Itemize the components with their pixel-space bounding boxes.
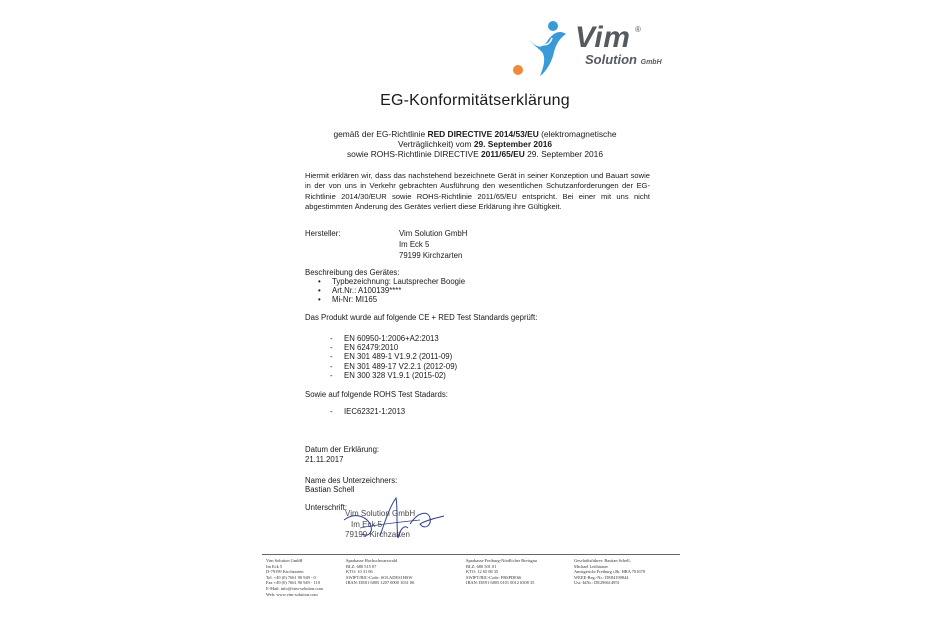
footer-company-contact: Vim Solution GmbH Im Eck 5 D-79199 Kirchzarten Tel. +49 (0) 7661 90 949 - 0 Fax +49 (0) 7661 90 949 - 110 E-Mail: info@vim-solution.com Web: www.vim-solution.com (266, 558, 323, 597)
list-item: - EN 60950-1:2006+A2:2013 (330, 334, 439, 343)
date-label: Datum der Erklärung: (305, 445, 380, 454)
footer-legal: Geschäftsführer: Bastian Schell, Michael Leithäuser Amtsgericht Freiburg i.Br. HRA 701678 WEEE-Reg.-Nr.: DE84190844 Ust.-IdNr.: DE296614951 (574, 558, 645, 586)
declaration-paragraph: Hiermit erklären wir, dass das nachstehend bezeichnete Gerät in seiner Konzeption und Bauart sowie in der von uns in Verkehr gebrachten Ausführung den wesentlichen Schutzanforderungen der EG-Richtlinie 2014/30/EUR sowie ROHS-Richtlinie 2011/65/EU entspricht. Bei einer mit uns nicht abgestimmten Änderung des Gerätes verliert diese Erklärung ihre Gültigkeit. (305, 171, 650, 212)
logo-subline: Solution GmbH (585, 52, 662, 67)
company-stamp: Vim Solution GmbH Im Eck 5 79199 Kirchzarten (345, 509, 416, 539)
intro-line-2: Verträglichkeit) vom 29. September 2016 (397, 139, 553, 149)
signature-label: Unterschrift: (305, 503, 348, 512)
dash-icon: - (330, 361, 333, 371)
device-heading: Beschreibung des Gerätes: (305, 268, 400, 277)
footer-bank-2: Sparkasse Freiburg-Nördlicher Breisgau BLZ: 680 501 01 KTO: 12 65 08 35 SWIFT/BIC-Code: FRSPDE66 IBAN: DE91 6805 0101 0012 6508 35 (466, 558, 537, 586)
dash-icon: - (330, 334, 333, 343)
footer-bank-1: Sparkasse Hochschwarzwald BLZ: 680 515 07 KTO: 10 31 06 SWIFT/BIC-Code: SOLADES1HSW IBAN: DE01 6805 1207 0000 1031 06 (346, 558, 415, 586)
list-item: - EN 300 328 V1.9.1 (2015-02) (330, 370, 446, 380)
intro-line-1: gemäß der EG-Richtlinie RED DIRECTIVE 2014/53/EU (elektromagnetische (333, 129, 617, 139)
list-item: - EN 301 489-1 V1.9.2 (2011-09) (330, 352, 453, 362)
device-list (318, 277, 465, 305)
manufacturer-label: Hersteller: (305, 229, 341, 238)
manufacturer-name: Vim Solution GmbH (399, 229, 468, 238)
date-value: 21.11.2017 (305, 455, 344, 464)
dash-icon: - (330, 352, 333, 362)
dash-icon: - (330, 407, 333, 416)
logo-brand: Vim (575, 21, 631, 54)
logo-suffix: GmbH (640, 59, 662, 66)
standards-heading: Das Produkt wurde auf folgende CE + RED Test Standards geprüft: (305, 313, 538, 322)
bullet-icon: • (318, 277, 321, 286)
list-item: - EN 301 489-17 V2.2.1 (2012-09) (330, 361, 458, 371)
handwritten-signature (340, 494, 450, 546)
list-item: • Art.Nr.: A100139**** (318, 286, 402, 296)
list-item: • Mi-Nr: MI165 (318, 295, 378, 305)
standards-list (330, 334, 457, 380)
bullet-icon: • (318, 286, 321, 296)
footer-divider (262, 554, 680, 555)
bullet-icon: • (318, 295, 321, 305)
list-item: • Typbezeichnung: Lautsprecher Boogie (318, 277, 466, 286)
company-logo (510, 18, 680, 80)
rohs-heading: Sowie auf folgende ROHS Test Stadards: (305, 390, 448, 399)
dash-icon: - (330, 343, 333, 353)
dash-icon: - (330, 370, 333, 380)
manufacturer-street: Im Eck 5 (399, 240, 430, 249)
manufacturer-city: 79199 Kirchzarten (399, 251, 463, 260)
intro-line-3: sowie ROHS-Richtlinie DIRECTIVE 2011/65/EU 29. September 2016 (346, 149, 604, 159)
signer-label: Name des Unterzeichners: (305, 476, 398, 485)
logo-registered-mark: ® (635, 25, 641, 34)
rohs-list (330, 407, 405, 416)
signer-name: Bastian Schell (305, 485, 355, 494)
list-item: - IEC62321-1:2013 (330, 407, 406, 416)
document-title: EG-Konformitätserklärung (380, 92, 570, 109)
list-item: - EN 62479:2010 (330, 343, 399, 353)
